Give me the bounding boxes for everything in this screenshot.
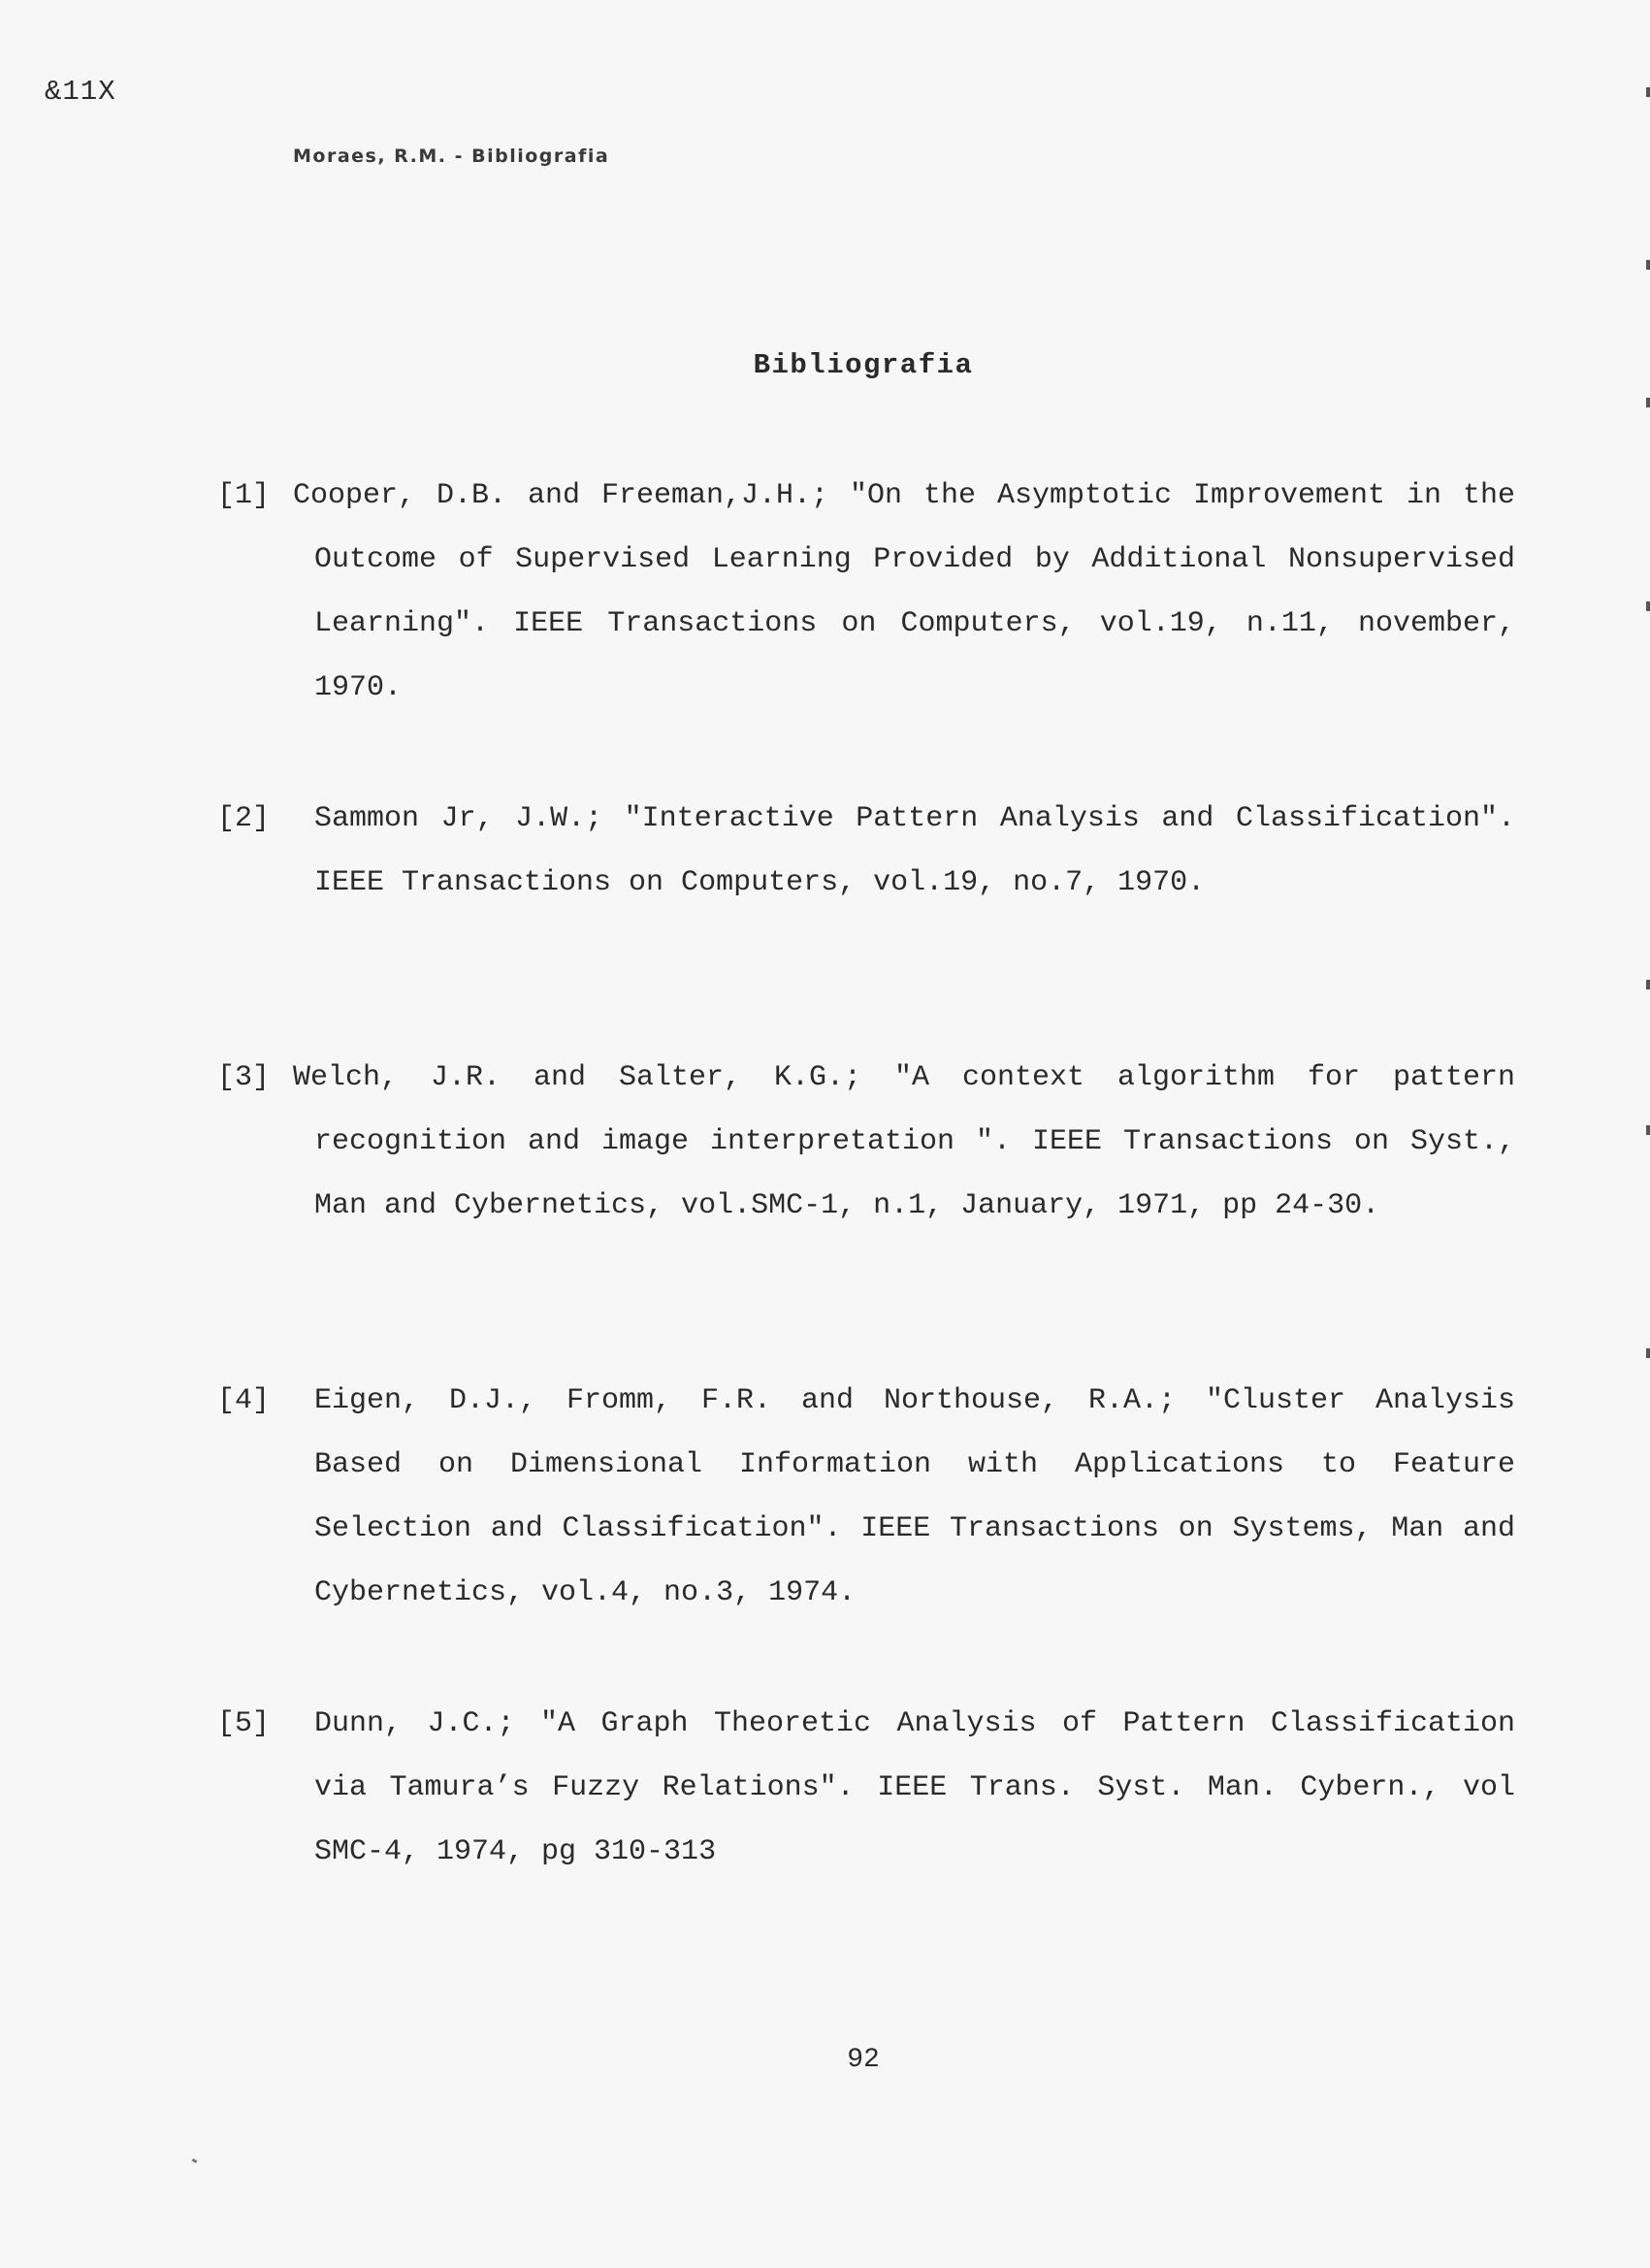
- scan-speck: [192, 2158, 198, 2163]
- reference-text: Eigen, D.J., Fromm, F.R. and Northouse, R.A.; "Cluster Analysis Based on Dimensional Information with Applications to Feature Selection and Classification". IEEE Transactions on Systems, Man and Cybernetics, vol.4, no.3, 1974.: [314, 1384, 1515, 1609]
- reference-5: [217, 1692, 1515, 1884]
- scan-edge-mark: [1646, 398, 1650, 407]
- reference-text: Cooper, D.B. and Freeman,J.H.; "On the Asymptotic Improvement in the Outcome of Supervised Learning Provided by Additional Nonsupervised Learning". IEEE Transactions on Computers, vol.19, n.11, november, 1970.: [293, 479, 1515, 704]
- reference-number: [2]: [217, 802, 271, 835]
- reference-text: Dunn, J.C.; "A Graph Theoretic Analysis of Pattern Classification via Tamura’s Fuzzy Relations". IEEE Trans. Syst. Man. Cybern., vol SMC-4, 1974, pg 310-313: [314, 1707, 1515, 1868]
- reference-number: [3]: [217, 1061, 271, 1094]
- scan-edge-mark: [1646, 1348, 1650, 1358]
- page-number: 92: [847, 2045, 880, 2075]
- reference-text: Welch, J.R. and Salter, K.G.; "A context algorithm for pattern recognition and image interpretation ". IEEE Transactions on Syst., Man and Cybernetics, vol.SMC-1, n.1, January, 1971, pp 24-30.: [293, 1061, 1515, 1222]
- reference-4: [217, 1369, 1515, 1625]
- reference-number: [5]: [217, 1707, 271, 1740]
- running-header: Moraes, R.M. - Bibliografia: [293, 146, 610, 167]
- page-title: Bibliografia: [753, 349, 974, 381]
- reference-text: Sammon Jr, J.W.; "Interactive Pattern Analysis and Classification". IEEE Transactions on Computers, vol.19, no.7, 1970.: [314, 802, 1515, 899]
- reference-3: [217, 1046, 1515, 1238]
- reference-number: [1]: [217, 479, 271, 512]
- reference-1: [217, 464, 1515, 720]
- corner-mark: &11X: [45, 76, 116, 108]
- scan-edge-mark: [1646, 87, 1650, 97]
- scan-edge-mark: [1646, 601, 1650, 611]
- reference-number: [4]: [217, 1384, 271, 1417]
- reference-2: [217, 787, 1515, 915]
- scan-edge-mark: [1646, 980, 1650, 989]
- scan-edge-mark: [1646, 260, 1650, 270]
- scan-edge-mark: [1646, 1125, 1650, 1135]
